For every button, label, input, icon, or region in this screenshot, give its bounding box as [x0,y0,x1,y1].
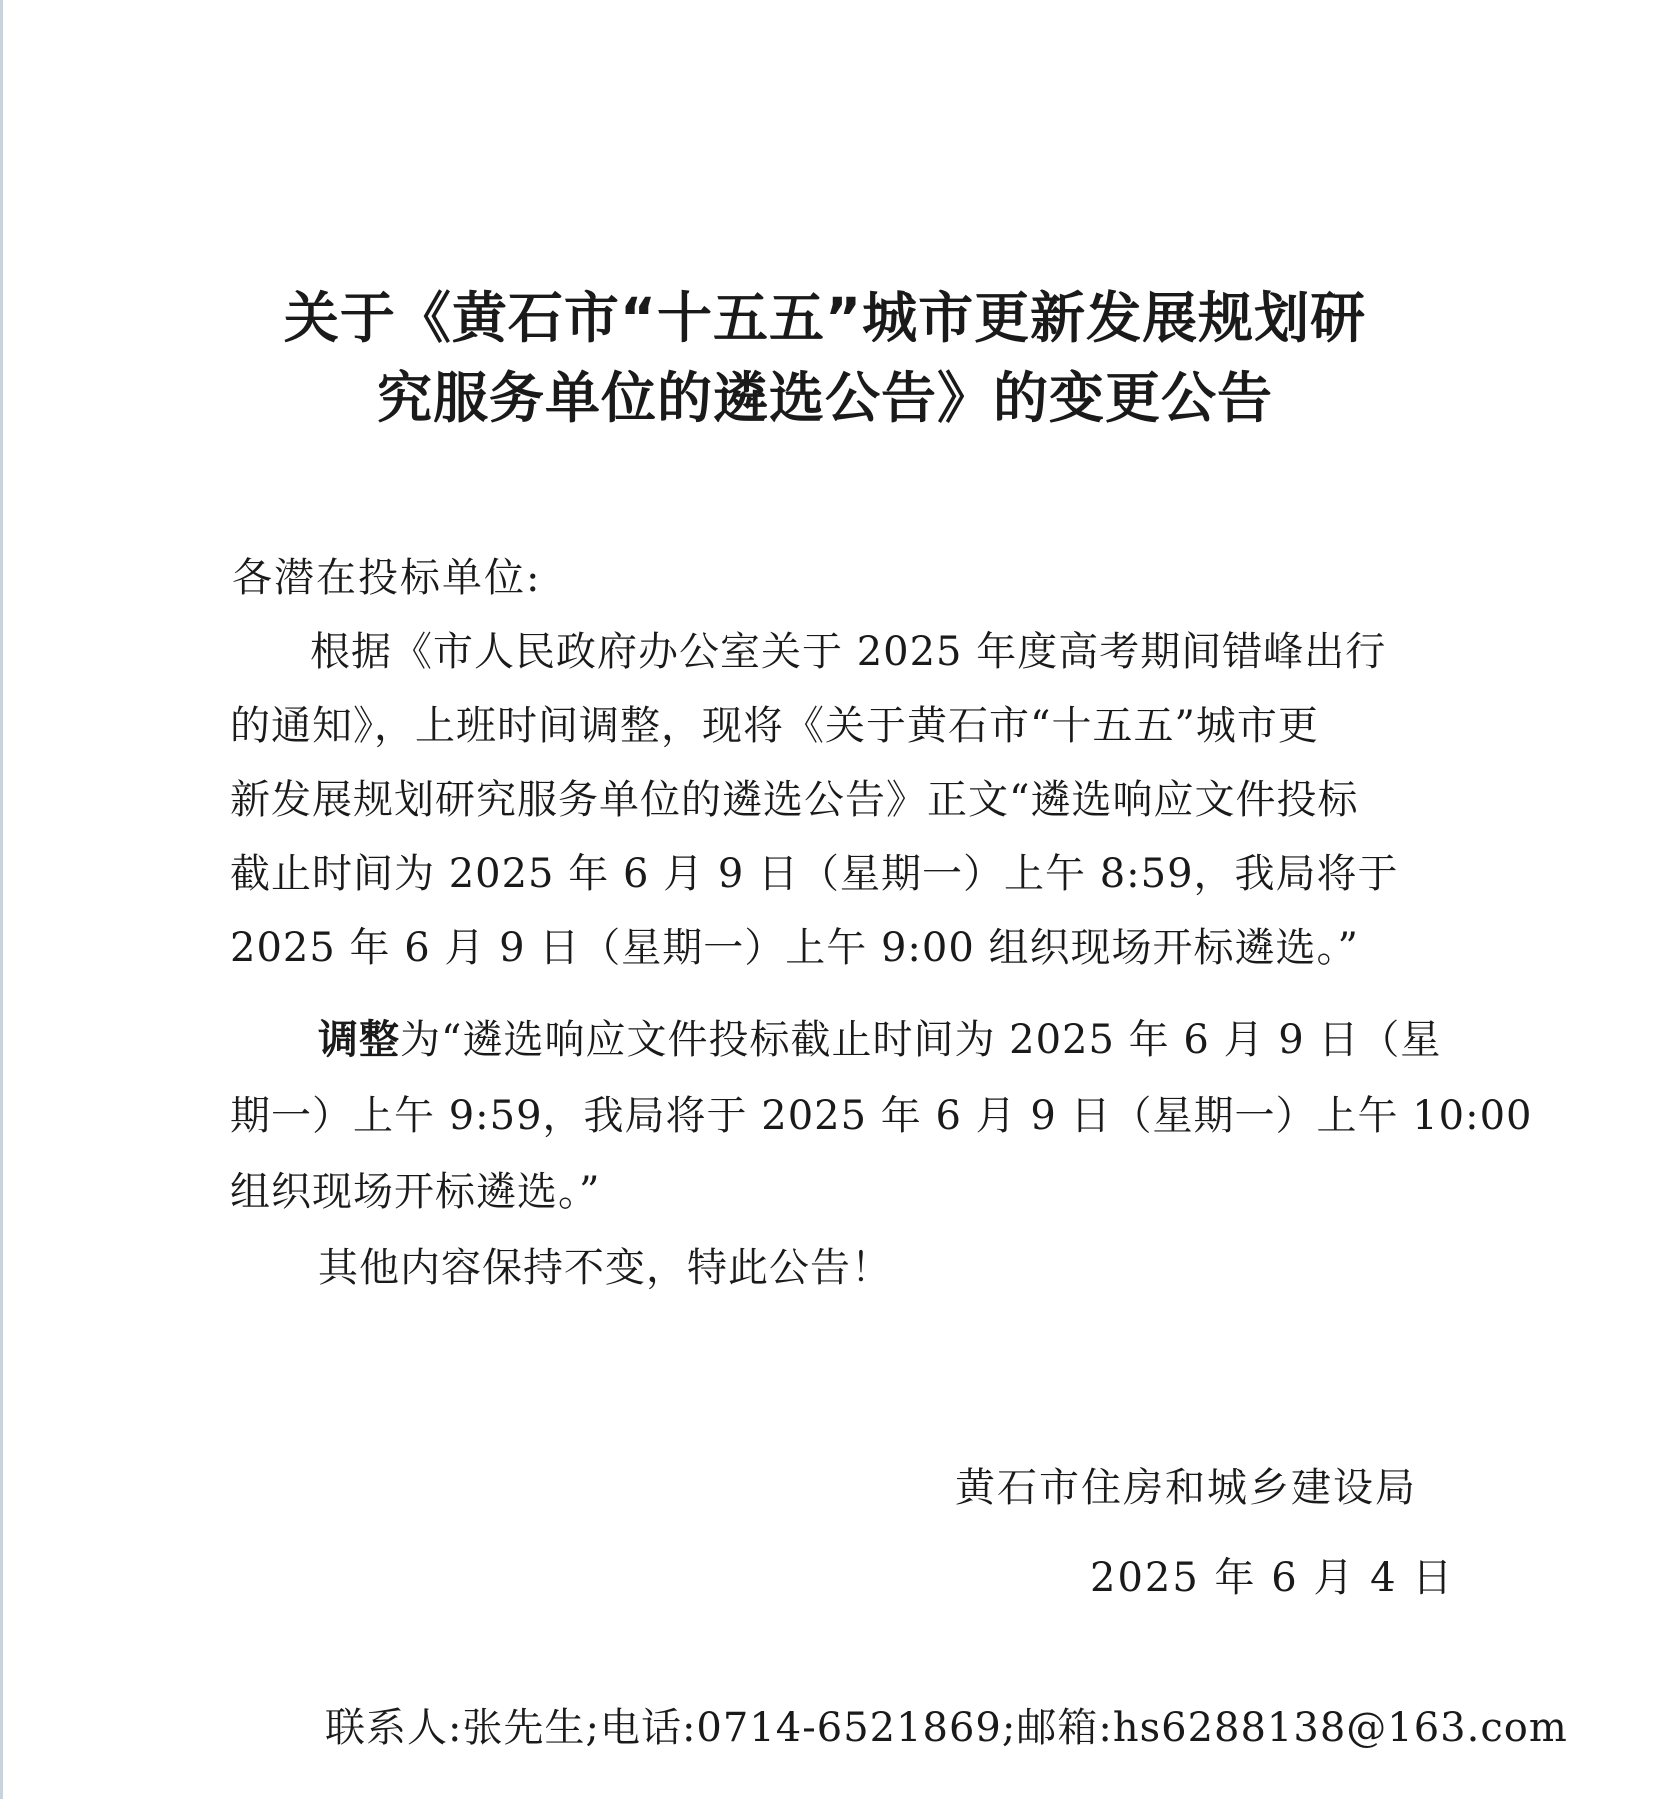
page-left-edge [0,0,3,1799]
signature-organization: 黄石市住房和城乡建设局 [955,1465,1417,1511]
title-line-1: 关于《黄石市“十五五”城市更新发展规划研 [283,286,1367,350]
title-line-2: 究服务单位的遴选公告》的变更公告 [376,366,1273,430]
adjustment-keyword: 调整 [318,1016,400,1063]
paragraph3: 其他内容保持不变，特此公告！ [318,1245,892,1291]
paragraph1-line-4: 截止时间为 2025 年 6 月 9 日（星期一）上午 8:59，我局将于 [230,851,1399,897]
paragraph2-line-3: 组织现场开标遴选。” [230,1169,601,1215]
paragraph2-line-2: 期一）上午 9:59，我局将于 2025 年 6 月 9 日（星期一）上午 10:00 [230,1093,1533,1139]
salutation: 各潜在投标单位: [232,555,542,601]
paragraph2-line-1-rest: 为“遴选响应文件投标截止时间为 2025 年 6 月 9 日（星 [400,1017,1442,1063]
paragraph1-line-2: 的通知》，上班时间调整，现将《关于黄石市“十五五”城市更 [230,703,1319,749]
signature-date: 2025 年 6 月 4 日 [1090,1555,1455,1601]
paragraph1-line-1: 根据《市人民政府办公室关于 2025 年度高考期间错峰出行 [310,629,1387,675]
contact-info: 联系人:张先生;电话:0714-6521869;邮箱:hs6288138@163.com [325,1705,1568,1751]
paragraph1-line-5: 2025 年 6 月 9 日（星期一）上午 9:00 组织现场开标遴选。” [230,925,1359,971]
document-title [200,278,1450,438]
paragraph2-line-1 [318,1010,1441,1070]
paragraph1-line-3: 新发展规划研究服务单位的遴选公告》正文“遴选响应文件投标 [230,777,1359,823]
